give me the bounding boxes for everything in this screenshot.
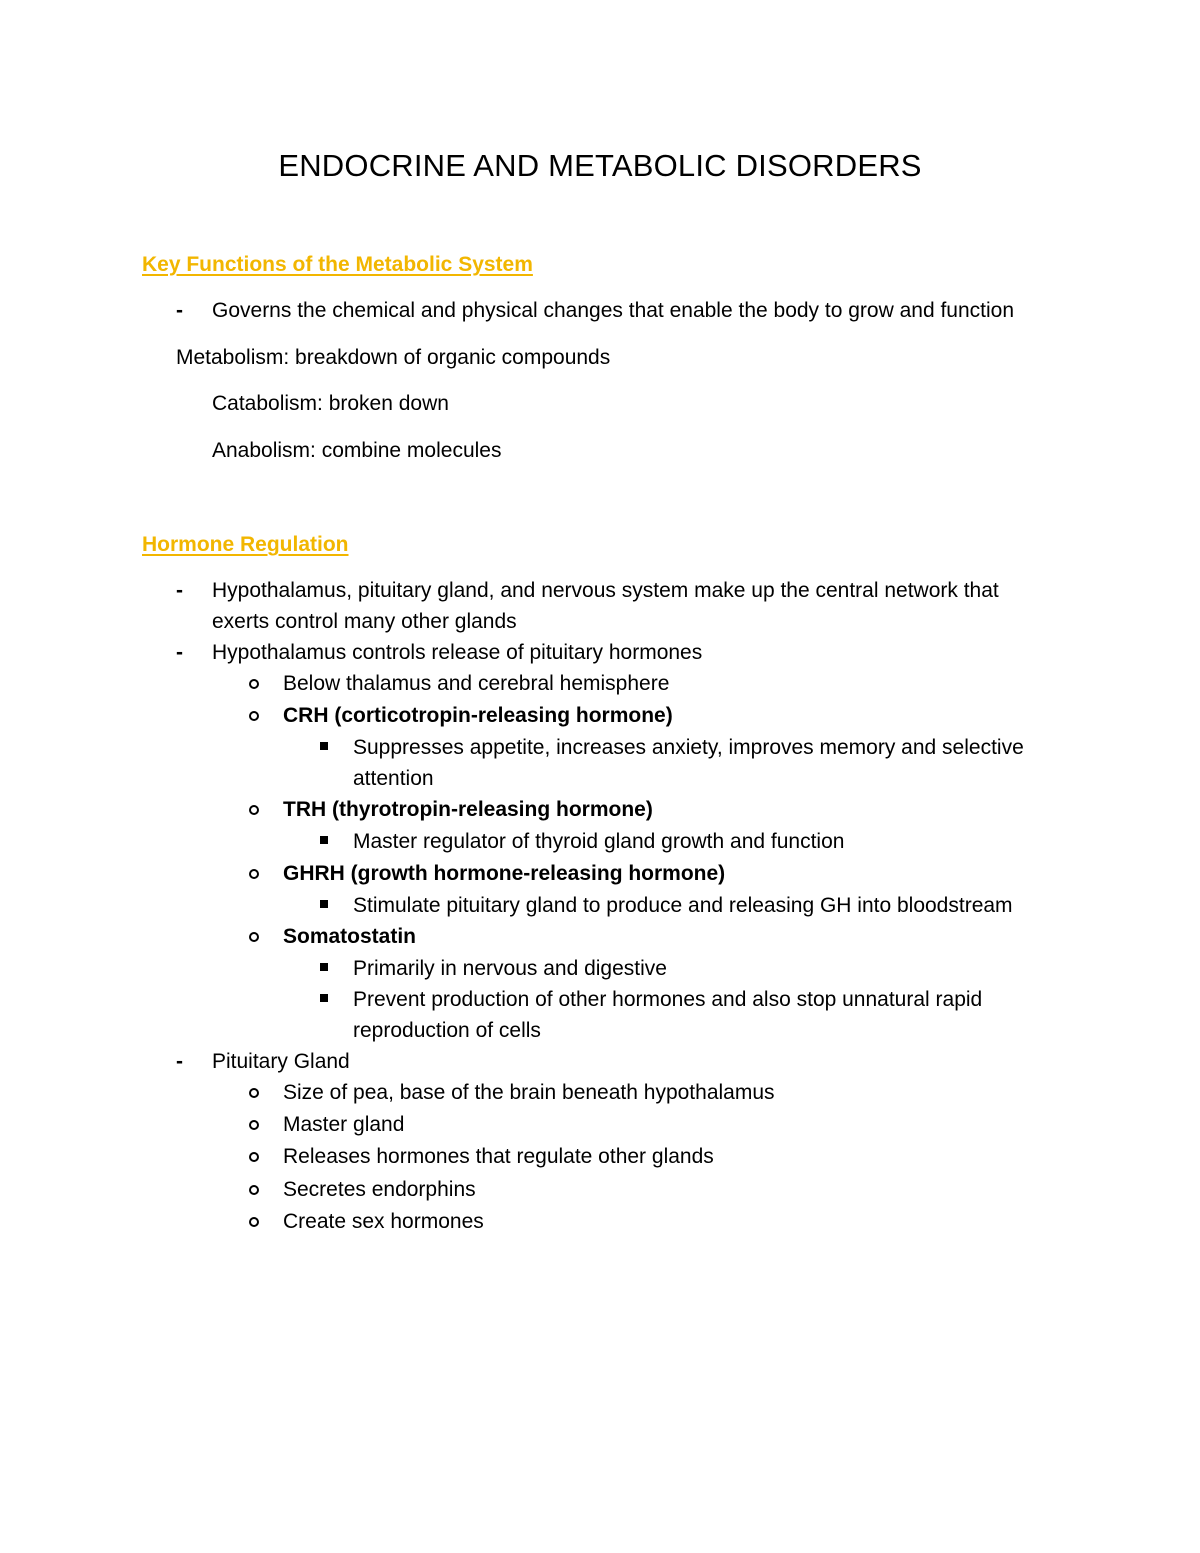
trh-detail: Master regulator of thyroid gland growth and function <box>353 830 845 853</box>
dash-bullet: - <box>176 579 183 602</box>
hormone-bullet-2: Hypothalamus controls release of pituitary hormones <box>212 641 703 664</box>
dash-bullet: - <box>176 299 183 322</box>
hormone-bullet-1-line-1: Hypothalamus, pituitary gland, and nervous system make up the central network that <box>212 579 999 602</box>
square-bullet-icon <box>320 963 328 971</box>
pituitary-item-4: Secretes endorphins <box>283 1178 476 1201</box>
trh-item: TRH (thyrotropin-releasing hormone) <box>283 798 653 821</box>
circle-bullet-icon <box>249 1217 259 1227</box>
ghrh-item: GHRH (growth hormone-releasing hormone) <box>283 862 726 885</box>
dash-bullet: - <box>176 1050 183 1073</box>
somatostatin-item: Somatostatin <box>283 925 417 948</box>
square-bullet-icon <box>320 742 328 750</box>
hormone-bullet-1-line-2: exerts control many other glands <box>212 610 517 633</box>
circle-bullet-icon <box>249 869 259 879</box>
circle-bullet-icon <box>249 805 259 815</box>
crh-detail-line-1: Suppresses appetite, increases anxiety, improves memory and selective <box>353 736 1024 759</box>
pituitary-item-2: Master gland <box>283 1113 405 1136</box>
square-bullet-icon <box>320 900 328 908</box>
pituitary-item-5: Create sex hormones <box>283 1210 484 1233</box>
section-heading-hormone: Hormone Regulation <box>142 533 349 556</box>
pituitary-item-1: Size of pea, base of the brain beneath hypothalamus <box>283 1081 775 1104</box>
hypothalamus-location: Below thalamus and cerebral hemisphere <box>283 672 670 695</box>
circle-bullet-icon <box>249 1088 259 1098</box>
circle-bullet-icon <box>249 679 259 689</box>
crh-detail-line-2: attention <box>353 767 434 790</box>
somatostatin-detail-2-line-2: reproduction of cells <box>353 1019 541 1042</box>
circle-bullet-icon <box>249 1185 259 1195</box>
square-bullet-icon <box>320 994 328 1002</box>
catabolism-definition: Catabolism: broken down <box>212 392 449 415</box>
anabolism-definition: Anabolism: combine molecules <box>212 439 502 462</box>
pituitary-item-3: Releases hormones that regulate other glands <box>283 1145 714 1168</box>
dash-bullet: - <box>176 641 183 664</box>
somatostatin-detail-1: Primarily in nervous and digestive <box>353 957 667 980</box>
metabolic-bullet-1: Governs the chemical and physical changes that enable the body to grow and function <box>212 299 1015 322</box>
hormone-bullet-3: Pituitary Gland <box>212 1050 350 1073</box>
ghrh-detail: Stimulate pituitary gland to produce and releasing GH into bloodstream <box>353 894 1013 917</box>
circle-bullet-icon <box>249 711 259 721</box>
metabolism-definition: Metabolism: breakdown of organic compounds <box>176 346 611 369</box>
circle-bullet-icon <box>249 1120 259 1130</box>
circle-bullet-icon <box>249 1152 259 1162</box>
crh-item: CRH (corticotropin-releasing hormone) <box>283 704 673 727</box>
document-title: ENDOCRINE AND METABOLIC DISORDERS <box>278 148 922 183</box>
somatostatin-detail-2-line-1: Prevent production of other hormones and also stop unnatural rapid <box>353 988 983 1011</box>
square-bullet-icon <box>320 836 328 844</box>
circle-bullet-icon <box>249 932 259 942</box>
section-heading-metabolic: Key Functions of the Metabolic System <box>142 253 533 276</box>
